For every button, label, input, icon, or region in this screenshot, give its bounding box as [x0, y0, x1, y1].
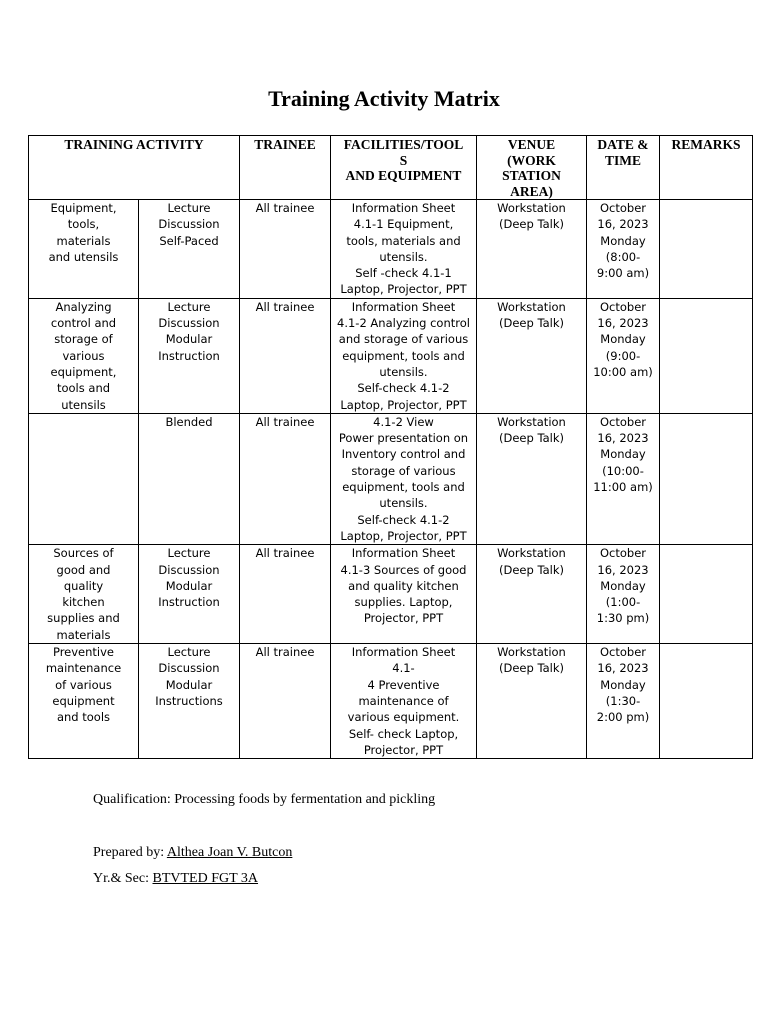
facilities-cell: 4.1-2 View Power presentation on Inventory control and storage of various equipment, tools and utensils. Self-check 4.1-2 Laptop, Projector, PPT [331, 413, 477, 544]
prepared-by-line [93, 845, 292, 861]
trainee-cell: All trainee [240, 200, 331, 299]
prepared-by-label: Prepared by: [93, 845, 167, 860]
venue-cell: Workstation (Deep Talk) [477, 298, 587, 413]
activity-cell: Equipment, tools, materials and utensils [29, 200, 139, 299]
remarks-cell [660, 298, 753, 413]
trainee-cell: All trainee [240, 644, 331, 759]
remarks-cell [660, 200, 753, 299]
header-venue: VENUE (WORK STATION AREA) [477, 136, 587, 200]
remarks-cell [660, 545, 753, 644]
remarks-cell [660, 413, 753, 544]
venue-cell: Workstation (Deep Talk) [477, 644, 587, 759]
yr-sec-label: Yr.& Sec: [93, 871, 153, 886]
facilities-cell: Information Sheet 4.1- 4 Preventive maintenance of various equipment. Self- check Laptop, Projector, PPT [331, 644, 477, 759]
yr-sec-line [93, 871, 258, 887]
qualification-value: Processing foods by fermentation and pickling [174, 792, 436, 807]
method-cell: Blended [139, 413, 240, 544]
prepared-by-value: Althea Joan V. Butcon [166, 845, 293, 860]
date-cell: October 16, 2023 Monday (8:00- 9:00 am) [587, 200, 660, 299]
venue-cell: Workstation (Deep Talk) [477, 545, 587, 644]
header-facilities: FACILITIES/TOOL S AND EQUIPMENT [331, 136, 477, 200]
table-row [29, 200, 753, 299]
training-activity-table [28, 135, 753, 759]
date-cell: October 16, 2023 Monday (9:00- 10:00 am) [587, 298, 660, 413]
facilities-cell: Information Sheet 4.1-2 Analyzing control and storage of various equipment, tools and utensils. Self-check 4.1-2 Laptop, Projector, PPT [331, 298, 477, 413]
header-trainee: TRAINEE [240, 136, 331, 200]
table-row [29, 545, 753, 644]
yr-sec-value: BTVTED FGT 3A [152, 871, 259, 886]
method-cell: Lecture Discussion Modular Instruction [139, 545, 240, 644]
date-cell: October 16, 2023 Monday (10:00- 11:00 am) [587, 413, 660, 544]
venue-cell: Workstation (Deep Talk) [477, 413, 587, 544]
table-row [29, 413, 753, 544]
remarks-cell [660, 644, 753, 759]
trainee-cell: All trainee [240, 413, 331, 544]
method-cell: Lecture Discussion Modular Instruction [139, 298, 240, 413]
qualification-label: Qualification: [93, 792, 175, 807]
header-remarks: REMARKS [660, 136, 753, 200]
method-cell: Lecture Discussion Modular Instructions [139, 644, 240, 759]
activity-cell: Sources of good and quality kitchen supplies and materials [29, 545, 139, 644]
activity-cell: Preventive maintenance of various equipment and tools [29, 644, 139, 759]
table-row [29, 644, 753, 759]
activity-cell: Analyzing control and storage of various equipment, tools and utensils [29, 298, 139, 413]
method-cell: Lecture Discussion Self-Paced [139, 200, 240, 299]
header-date-time: DATE & TIME [587, 136, 660, 200]
header-training-activity: TRAINING ACTIVITY [29, 136, 240, 200]
venue-cell: Workstation (Deep Talk) [477, 200, 587, 299]
document-title: Training Activity Matrix [268, 86, 500, 111]
table-row [29, 298, 753, 413]
facilities-cell: Information Sheet 4.1-3 Sources of good and quality kitchen supplies. Laptop, Projector, PPT [331, 545, 477, 644]
table-header-row [29, 136, 753, 200]
activity-cell [29, 413, 139, 544]
facilities-cell: Information Sheet 4.1-1 Equipment, tools, materials and utensils. Self -check 4.1-1 Laptop, Projector, PPT [331, 200, 477, 299]
trainee-cell: All trainee [240, 298, 331, 413]
trainee-cell: All trainee [240, 545, 331, 644]
date-cell: October 16, 2023 Monday (1:30- 2:00 pm) [587, 644, 660, 759]
qualification-line [93, 792, 435, 808]
date-cell: October 16, 2023 Monday (1:00- 1:30 pm) [587, 545, 660, 644]
